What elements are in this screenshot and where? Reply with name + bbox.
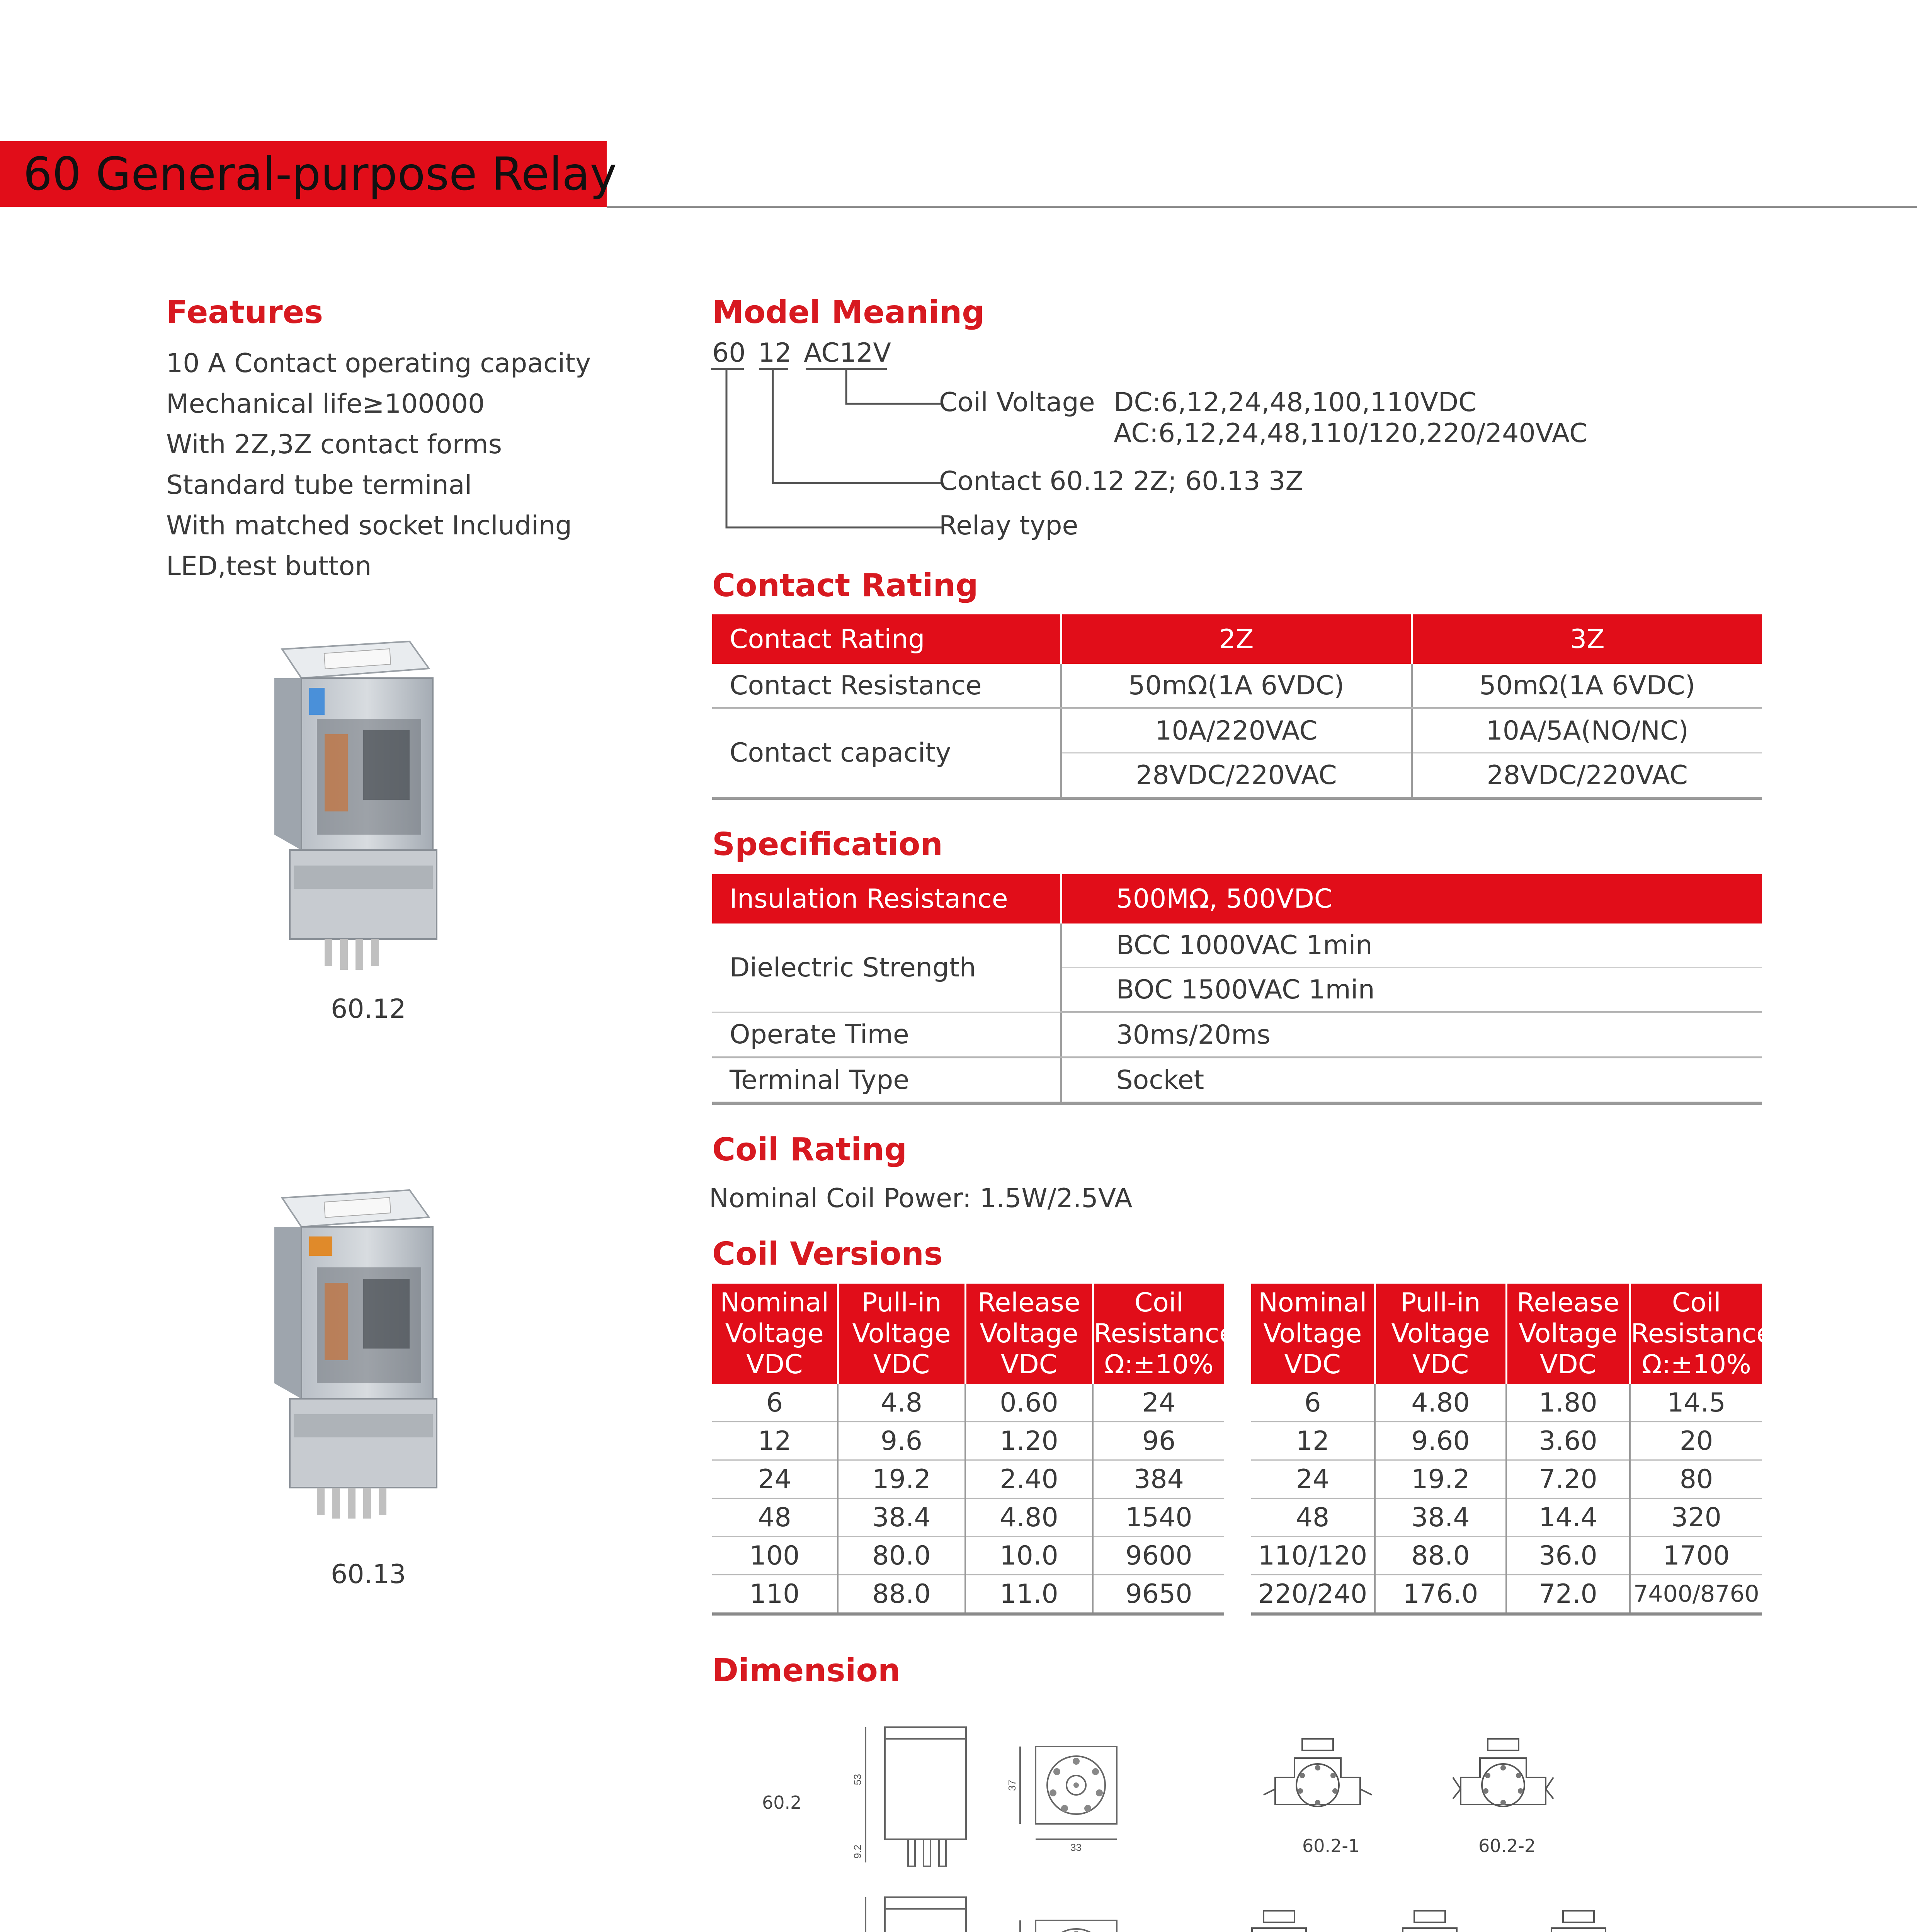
title-number: 60 xyxy=(23,147,82,201)
table-row xyxy=(712,1058,1762,1104)
table-row: 110/120 88.0 36.0 1700 xyxy=(1251,1537,1762,1575)
table-row: 24 19.2 7.20 80 xyxy=(1251,1460,1762,1498)
coil-versions-heading: Coil Versions xyxy=(712,1236,943,1272)
header-cell: Insulation Resistance xyxy=(712,874,1061,923)
table-row: 12 9.6 1.20 96 xyxy=(712,1422,1224,1460)
header-cell: Pull-in Voltage VDC xyxy=(1375,1284,1506,1384)
dimension-label-60-2: 60.2 xyxy=(762,1792,802,1813)
table-row: 6 4.8 0.60 24 xyxy=(712,1384,1224,1422)
table-row xyxy=(712,708,1762,753)
header-cell: Coil Resistance Ω:±10% xyxy=(1093,1284,1224,1384)
model-meaning-leader-lines xyxy=(711,365,951,531)
table-header-row xyxy=(712,874,1762,923)
relay-type-line: Relay type xyxy=(939,510,1078,541)
row-label: Dielectric Strength xyxy=(712,923,1061,1012)
feature-item: Mechanical life≥100000 xyxy=(166,389,485,419)
header-cell: Nominal Voltage VDC xyxy=(1251,1284,1375,1384)
table-row xyxy=(712,664,1762,708)
table-row: 6 4.80 1.80 14.5 xyxy=(1251,1384,1762,1422)
table-row: 220/240 176.0 72.0 7400/8760 xyxy=(1251,1575,1762,1614)
features-list xyxy=(166,343,591,587)
dimension-heading: Dimension xyxy=(712,1652,901,1689)
row-label: Terminal Type xyxy=(712,1058,1061,1104)
title-divider xyxy=(607,206,1917,208)
feature-item: With 2Z,3Z contact forms xyxy=(166,429,502,460)
model-code-contact: 12 xyxy=(758,338,792,368)
table-cell: 30ms/20ms xyxy=(1061,1012,1762,1058)
features-heading: Features xyxy=(166,294,323,331)
relay-60-12-photo xyxy=(247,634,456,985)
table-row: 12 9.60 3.60 20 xyxy=(1251,1422,1762,1460)
page-title xyxy=(0,141,617,207)
coil-voltage-label: Coil Voltage xyxy=(939,387,1095,418)
dimension-60-3-top-view xyxy=(1005,1913,1128,1932)
photo-caption-60-12: 60.12 xyxy=(331,994,406,1024)
title-text: General-purpose Relay xyxy=(95,147,617,201)
dimension-60-2-top-view xyxy=(1005,1739,1128,1851)
contact-rating-table xyxy=(712,614,1762,800)
table-cell: 50mΩ(1A 6VDC) xyxy=(1412,664,1762,708)
row-label: Contact capacity xyxy=(712,708,1061,799)
table-row xyxy=(712,1012,1762,1058)
header-cell: Release Voltage VDC xyxy=(965,1284,1093,1384)
table-header-row xyxy=(712,614,1762,664)
header-cell: Nominal Voltage VDC xyxy=(712,1284,838,1384)
nominal-coil-power: Nominal Coil Power: 1.5W/2.5VA xyxy=(709,1183,1133,1214)
table-cell: 28VDC/220VAC xyxy=(1061,753,1412,799)
dim-9-2-label: 9.2 xyxy=(852,1844,863,1859)
table-row: 24 19.2 2.40 384 xyxy=(712,1460,1224,1498)
header-cell: Contact Rating xyxy=(712,614,1061,664)
dim-37-label: 37 xyxy=(1006,1780,1018,1791)
table-row: 48 38.4 14.4 320 xyxy=(1251,1498,1762,1537)
coil-rating-heading: Coil Rating xyxy=(712,1131,907,1168)
specification-heading: Specification xyxy=(712,826,943,863)
table-cell: 10A/5A(NO/NC) xyxy=(1412,708,1762,753)
photo-caption-60-13: 60.13 xyxy=(331,1559,406,1590)
header-cell: 3Z xyxy=(1412,614,1762,664)
feature-item: Standard tube terminal xyxy=(166,470,472,500)
row-label: Contact Resistance xyxy=(712,664,1061,708)
coil-versions-table-left xyxy=(712,1284,1235,1616)
contact-rating-heading: Contact Rating xyxy=(712,567,978,604)
table-cell: BCC 1000VAC 1min xyxy=(1061,923,1762,968)
table-row: 110 88.0 11.0 9650 xyxy=(712,1575,1224,1614)
coil-voltage-dc: DC:6,12,24,48,100,110VDC xyxy=(1114,387,1477,418)
table-header-row xyxy=(712,1284,1224,1384)
coil-voltage-ac: AC:6,12,24,48,110/120,220/240VAC xyxy=(1114,418,1588,449)
relay-60-13-photo xyxy=(247,1182,456,1530)
feature-item: LED,test button xyxy=(166,551,372,582)
dim-33-label: 33 xyxy=(1070,1842,1082,1851)
socket-60-2-1-diagram xyxy=(1260,1731,1376,1832)
socket-60-3-3-diagram xyxy=(1521,1905,1636,1932)
table-cell: BOC 1500VAC 1min xyxy=(1061,968,1762,1012)
header-cell: 2Z xyxy=(1061,614,1412,664)
feature-item: 10 A Contact operating capacity xyxy=(166,348,591,379)
specification-table xyxy=(712,874,1762,1105)
feature-item: With matched socket Including xyxy=(166,510,572,541)
model-meaning-heading: Model Meaning xyxy=(712,294,985,331)
table-row: 48 38.4 4.80 1540 xyxy=(712,1498,1224,1537)
header-cell: 500MΩ, 500VDC xyxy=(1061,874,1762,923)
socket-60-3-1-diagram xyxy=(1221,1905,1337,1932)
table-row: 100 80.0 10.0 9600 xyxy=(712,1537,1224,1575)
header-cell: Coil Resistance Ω:±10% xyxy=(1630,1284,1762,1384)
dimension-60-3-side-view xyxy=(850,1886,981,1932)
table-cell: 10A/220VAC xyxy=(1061,708,1412,753)
row-label: Operate Time xyxy=(712,1012,1061,1058)
header-cell: Pull-in Voltage VDC xyxy=(838,1284,965,1384)
contact-type-line: Contact 60.12 2Z; 60.13 3Z xyxy=(939,466,1303,497)
dimension-60-2-side-view xyxy=(850,1712,981,1878)
model-code-voltage: AC12V xyxy=(804,338,891,368)
socket-60-2-2-diagram xyxy=(1445,1731,1561,1832)
table-header-row xyxy=(1251,1284,1762,1384)
table-cell: Socket xyxy=(1061,1058,1762,1104)
socket-label: 60.2-2 xyxy=(1478,1835,1536,1856)
model-code-series: 60 xyxy=(712,338,746,368)
table-row xyxy=(712,923,1762,968)
coil-versions-table-right xyxy=(1251,1284,1772,1616)
dim-53-label: 53 xyxy=(852,1774,863,1785)
socket-label: 60.2-1 xyxy=(1302,1835,1360,1856)
table-cell: 28VDC/220VAC xyxy=(1412,753,1762,799)
table-cell: 50mΩ(1A 6VDC) xyxy=(1061,664,1412,708)
header-cell: Release Voltage VDC xyxy=(1506,1284,1630,1384)
socket-60-3-2-diagram xyxy=(1372,1905,1488,1932)
